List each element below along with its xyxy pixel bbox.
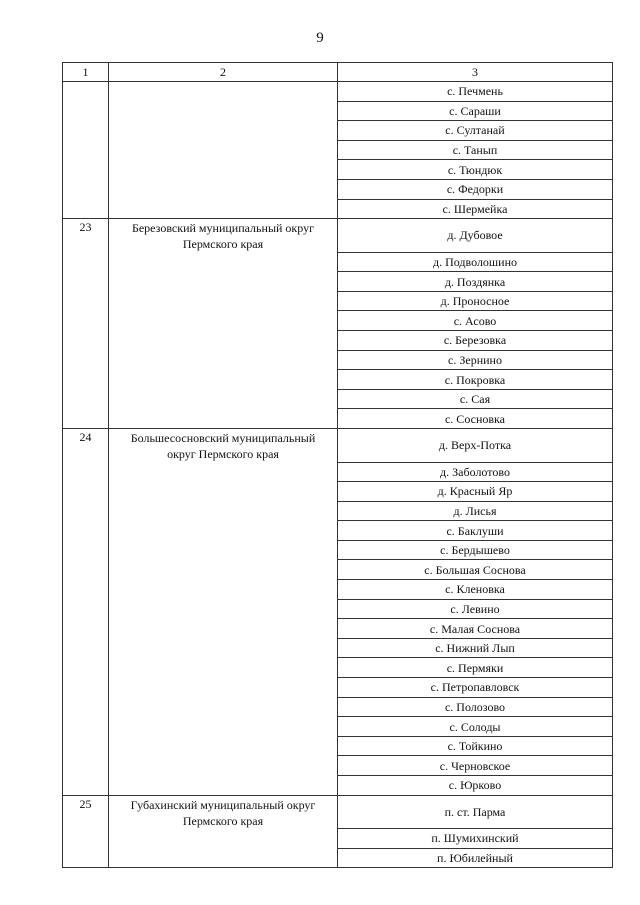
municipality-name [109,756,338,776]
settlement-name: п. Шумихинский [338,829,613,849]
table-row [63,331,613,351]
table-row [63,848,613,868]
municipality-name: Большесосновский муниципальный округ Пермского края [109,429,338,463]
municipality-number [63,331,109,351]
municipality-number [63,370,109,390]
municipality-name [109,717,338,737]
municipality-name [109,291,338,311]
column-header-1: 1 [63,63,109,82]
settlement-name: с. Малая Соснова [338,619,613,639]
municipality-name [109,101,338,121]
municipality-name [109,311,338,331]
table-row [63,291,613,311]
settlement-name: с. Кленовка [338,580,613,600]
table-row [63,311,613,331]
municipality-number [63,697,109,717]
municipality-name [109,560,338,580]
municipality-number [63,540,109,560]
settlement-name: с. Баклуши [338,521,613,541]
settlement-name: д. Дубовое [338,219,613,253]
table-row [63,795,613,829]
settlement-name: с. Покровка [338,370,613,390]
table-row [63,736,613,756]
municipality-number [63,462,109,482]
municipality-number [63,409,109,429]
settlement-name: с. Сосновка [338,409,613,429]
municipality-number [63,829,109,849]
municipality-number [63,619,109,639]
municipality-number [63,736,109,756]
municipality-number: 25 [63,795,109,829]
municipality-name [109,121,338,141]
table-row [63,252,613,272]
table-row [63,756,613,776]
municipality-name [109,462,338,482]
settlement-name: с. Шермейка [338,199,613,219]
table-row [63,199,613,219]
table-row [63,638,613,658]
municipality-number [63,848,109,868]
municipality-name [109,540,338,560]
municipality-number [63,756,109,776]
settlement-name: с. Солоды [338,717,613,737]
municipality-name [109,160,338,180]
municipality-name [109,252,338,272]
settlement-name: с. Сараши [338,101,613,121]
settlement-name: с. Печмень [338,82,613,102]
settlement-name: д. Подволошино [338,252,613,272]
municipality-name [109,829,338,849]
municipality-name [109,82,338,102]
table-row [63,658,613,678]
column-header-3: 3 [338,63,613,82]
municipality-number [63,389,109,409]
settlement-name: с. Асово [338,311,613,331]
municipality-number [63,252,109,272]
municipality-name: Губахинский муниципальный округ Пермского края [109,795,338,829]
municipality-number [63,199,109,219]
settlement-name: д. Проносное [338,291,613,311]
settlement-name: с. Танып [338,140,613,160]
municipality-number [63,82,109,102]
municipality-number [63,678,109,698]
table-header-row [63,63,613,82]
settlement-name: с. Тойкино [338,736,613,756]
municipality-name [109,580,338,600]
settlement-name: с. Зернино [338,350,613,370]
municipality-name [109,638,338,658]
table-row [63,179,613,199]
municipality-name [109,482,338,502]
municipality-number [63,599,109,619]
municipality-number [63,501,109,521]
settlement-name: с. Полозово [338,697,613,717]
municipality-name [109,736,338,756]
municipality-number [63,311,109,331]
municipality-number [63,776,109,796]
table-row [63,82,613,102]
municipality-number [63,101,109,121]
municipality-number [63,140,109,160]
municipality-name [109,848,338,868]
table-row [63,560,613,580]
table-row [63,599,613,619]
municipality-name [109,619,338,639]
municipality-number [63,121,109,141]
municipality-number: 23 [63,219,109,253]
municipality-name [109,501,338,521]
settlement-name: с. Петропавловск [338,678,613,698]
settlement-name: д. Поздянка [338,272,613,292]
municipality-number: 24 [63,429,109,463]
municipality-name [109,179,338,199]
table-row [63,619,613,639]
municipality-name [109,199,338,219]
table-row [63,140,613,160]
municipality-name [109,678,338,698]
municipality-number [63,658,109,678]
table-row [63,101,613,121]
table-row [63,409,613,429]
table-row [63,482,613,502]
table-row [63,678,613,698]
table-row [63,350,613,370]
table-row [63,121,613,141]
table-row [63,776,613,796]
table-row [63,219,613,253]
municipality-name [109,331,338,351]
table-row [63,160,613,180]
table-row [63,829,613,849]
municipality-number [63,717,109,737]
table-row [63,429,613,463]
table-row [63,501,613,521]
municipality-number [63,482,109,502]
settlement-name: с. Султанай [338,121,613,141]
municipality-number [63,560,109,580]
table-row [63,697,613,717]
table-row [63,521,613,541]
municipality-name [109,272,338,292]
municipal-table [62,62,613,868]
table-row [63,717,613,737]
municipality-name [109,350,338,370]
settlement-name: д. Лисья [338,501,613,521]
settlement-name: д. Красный Яр [338,482,613,502]
settlement-name: п. ст. Парма [338,795,613,829]
settlement-name: д. Верх-Потка [338,429,613,463]
settlement-name: с. Тюндюк [338,160,613,180]
settlement-name: п. Юбилейный [338,848,613,868]
municipality-number [63,521,109,541]
page-number: 9 [316,30,324,46]
municipality-number [63,350,109,370]
municipality-number [63,179,109,199]
municipality-name: Березовский муниципальный округ Пермского края [109,219,338,253]
municipality-name [109,370,338,390]
table-body [63,82,613,868]
municipality-name [109,599,338,619]
municipality-number [63,580,109,600]
municipality-number [63,272,109,292]
table-row [63,580,613,600]
settlement-name: с. Юрково [338,776,613,796]
municipality-name [109,521,338,541]
settlement-name: д. Заболотово [338,462,613,482]
settlement-name: с. Нижний Лып [338,638,613,658]
settlement-name: с. Бердышево [338,540,613,560]
table-row [63,370,613,390]
settlement-name: с. Черновское [338,756,613,776]
table-row [63,540,613,560]
table-row [63,272,613,292]
settlement-name: с. Березовка [338,331,613,351]
settlement-name: с. Сая [338,389,613,409]
municipality-name [109,658,338,678]
municipality-name [109,776,338,796]
settlement-name: с. Большая Соснова [338,560,613,580]
municipality-number [63,291,109,311]
municipality-name [109,140,338,160]
table-row [63,462,613,482]
municipality-name [109,409,338,429]
settlement-name: с. Федорки [338,179,613,199]
settlement-name: с. Пермяки [338,658,613,678]
municipality-number [63,160,109,180]
settlement-name: с. Левино [338,599,613,619]
municipality-number [63,638,109,658]
table-row [63,389,613,409]
municipality-name [109,389,338,409]
municipality-name [109,697,338,717]
column-header-2: 2 [109,63,338,82]
